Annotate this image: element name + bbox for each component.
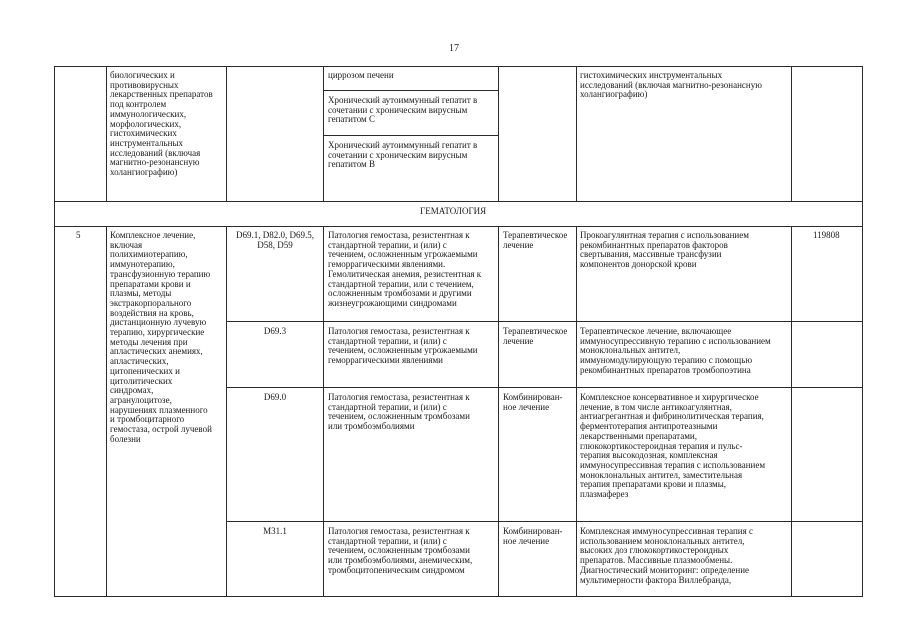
- table-border-left: [54, 66, 55, 596]
- column-separator: [576, 66, 577, 201]
- row-separator: [226, 387, 863, 388]
- treatment-type-cell: Терапевтическое лечение: [503, 230, 568, 250]
- row-separator: [323, 135, 499, 136]
- patient-model-cell: Патология гемостаза, резистентная к стандартной терапии, и (или) с течением, осложненным тромбозами или тромбоэмболиями: [328, 392, 470, 432]
- continuation-treatment-cell: гистохимических инструментальных исследований (включая магнитно-резонансную холангиографию): [580, 70, 762, 100]
- row-separator: [54, 226, 863, 227]
- column-separator: [791, 226, 792, 596]
- treatment-method-cell: Комплексная иммуносупрессивная терапия с использованием моноклональных антител, высоких доз глюкокортикостероидных препаратов. Массивные плазмообмены. Диагностический мониторинг: определение мультимерности фактора Виллебранда,: [580, 526, 753, 585]
- table-border-right: [862, 66, 863, 596]
- column-separator: [576, 226, 577, 596]
- continuation-model-cell: Хронический аутоиммунный гепатит в сочетании с хроническим вирусным гепатитом В: [328, 140, 478, 170]
- table-border-top: [54, 66, 863, 67]
- column-separator: [791, 66, 792, 201]
- page-number: 17: [449, 43, 459, 54]
- treatment-method-cell: Прокоагулянтная терапия с использованием рекомбинантных препаратов факторов свертывания, массивные трансфузии компонентов донорской крови: [580, 230, 749, 270]
- treatment-method-cell: Терапевтическое лечение, включающее иммуносупрессивную терапию с использованием моноклональных антител, иммуномодулирующую терапию с помощью рекомбинантных препаратов тромбопоэтина: [580, 326, 771, 375]
- table-border-bottom: [54, 596, 863, 597]
- entry-number: 5: [76, 230, 81, 240]
- column-separator: [323, 226, 324, 596]
- column-separator: [106, 226, 107, 596]
- row-separator: [226, 521, 863, 522]
- entry-name-cell: Комплексное лечение, включая полихимиотерапию, иммунотерапию, трансфузионную терапию препаратами крови и плазмы, методы экстракорпорального воздействия на кровь, дистанционную лучевую терапию, хирургические методы лечения при апластических анемиях, апластических, цитопенических и цитолитических синдромах, агранулоцитозе, нарушениях плазменного и тромбоцитарного гемостаза, острой лучевой болезни: [110, 230, 212, 444]
- column-separator: [498, 66, 499, 201]
- continuation-model-cell: циррозом печени: [328, 70, 394, 80]
- treatment-type-cell: Комбинирован- ное лечение: [503, 526, 563, 546]
- icd-codes-cell: D69.0: [263, 392, 287, 402]
- treatment-type-cell: Комбинирован- ное лечение: [503, 392, 563, 412]
- column-separator: [226, 66, 227, 201]
- patient-model-cell: Патология гемостаза, резистентная к стандартной терапии, и (или) с течением, осложненным угрожаемыми геморрагическими явлениями. Гемолитическая анемия, резистентная к стандартной терапии, или с течением, осложненным тромбозами и другими жизнеугрожающими синдромами: [328, 230, 482, 308]
- patient-model-cell: Патология гемостаза, резистентная к стандартной терапии, и (или) с течением, осложненным угрожаемыми геморрагическими явлениями: [328, 326, 478, 366]
- column-separator: [106, 66, 107, 201]
- column-separator: [323, 66, 324, 201]
- column-separator: [226, 226, 227, 596]
- row-separator: [54, 201, 863, 202]
- treatment-method-cell: Комплексное консервативное и хирургическое лечение, в том числе антикоагулянтная, антиагрегантная и фибринолитическая терапия, ферментотерапия антипротеазными лекарственными препаратами, глюкокортикостероидная терапия и пульс- терапия высокодозная, комплексная иммуносупрессивная терапия с использованием моноклональных антител, заместительная терапия препаратами крови и плазмы, плазмаферез: [580, 392, 766, 500]
- entry-cost: 119808: [813, 230, 840, 240]
- continuation-method-cell: биологических и противовирусных лекарственных препаратов под контролем иммунологических, морфологических, гистохимических инструментальных исследований (включая магнитно-резонансную холангиографию): [110, 70, 213, 178]
- icd-codes-cell: D69.1, D82.0, D69.5, D58, D59: [236, 230, 314, 250]
- row-separator: [323, 90, 499, 91]
- treatment-type-cell: Терапевтическое лечение: [503, 326, 568, 346]
- patient-model-cell: Патология гемостаза, резистентная к стандартной терапии, и (или) с течением, осложненным тромбозами или тромбоэмболиями, анемическим, тромбоцитопеническим синдромом: [328, 526, 473, 575]
- continuation-model-cell: Хронический аутоиммунный гепатит в сочетании с хроническим вирусным гепатитом С: [328, 95, 478, 125]
- icd-codes-cell: D69.3: [263, 326, 287, 336]
- section-heading: ГЕМАТОЛОГИЯ: [420, 206, 487, 216]
- row-separator: [226, 321, 863, 322]
- icd-codes-cell: M31.1: [263, 526, 287, 536]
- column-separator: [498, 226, 499, 596]
